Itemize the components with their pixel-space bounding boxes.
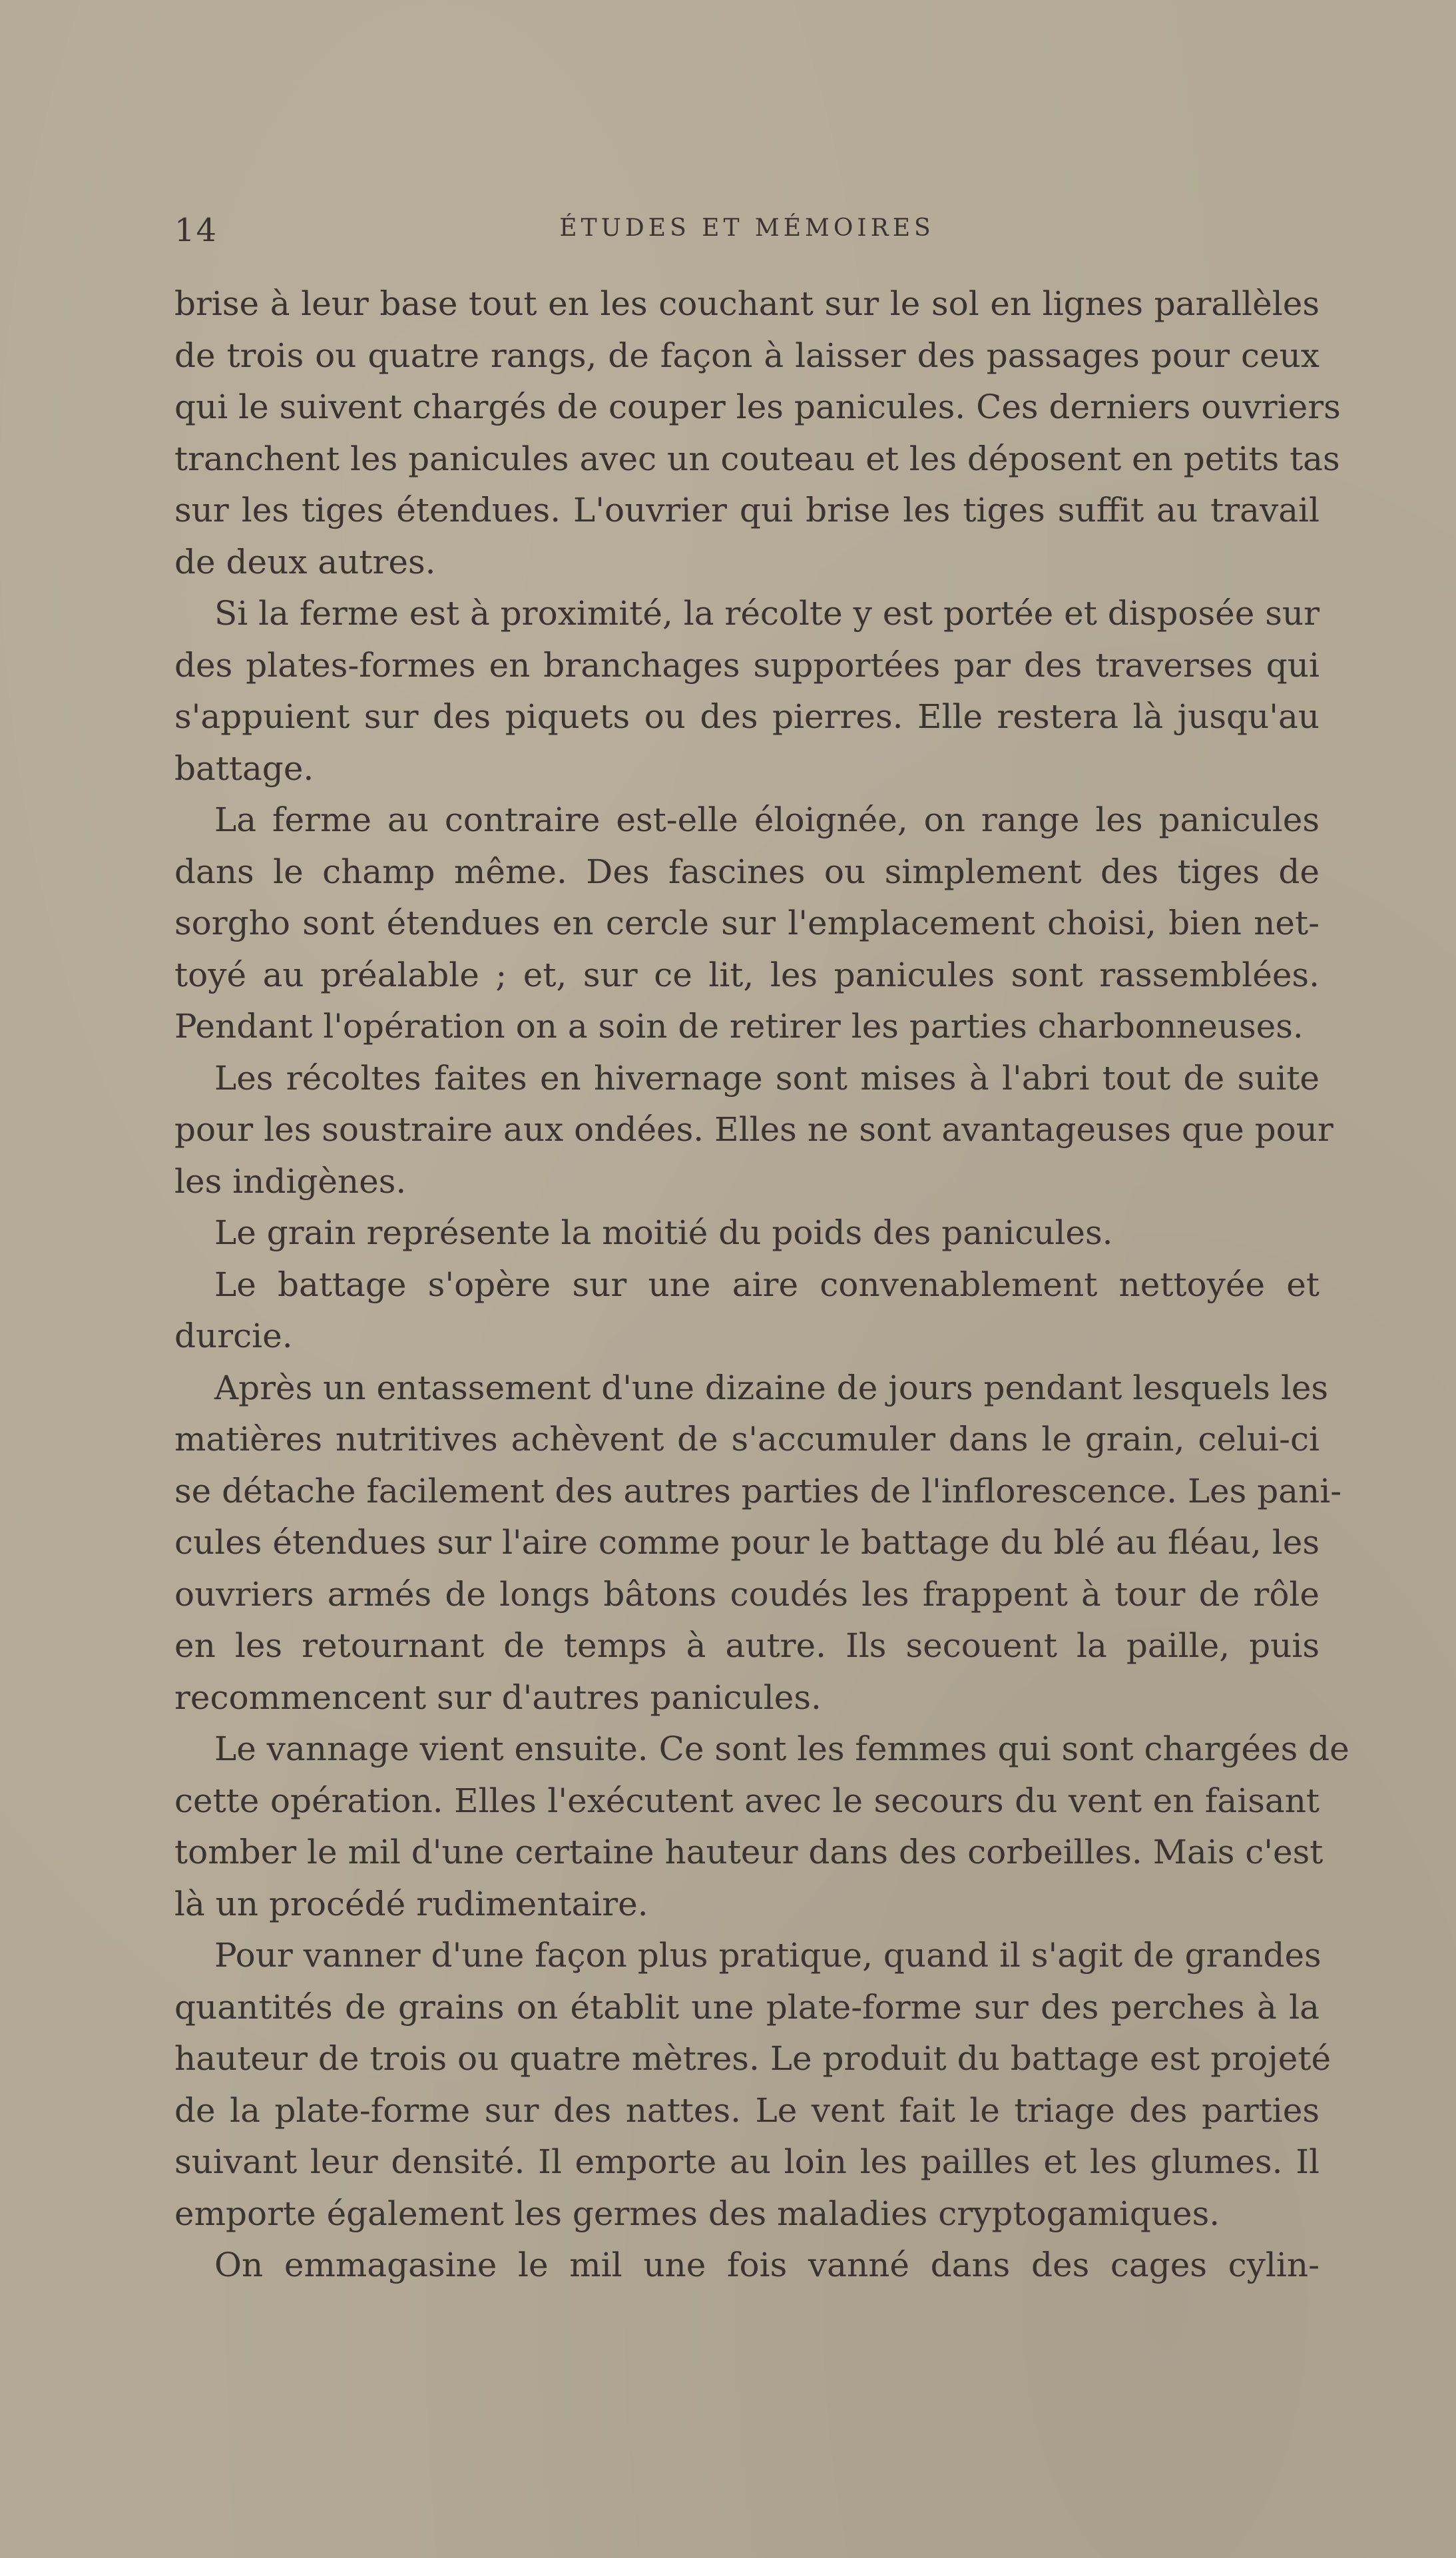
text-line: Après un entassement d'une dizaine de jours pendant lesquels les	[214, 1368, 1329, 1407]
paragraph	[174, 588, 1320, 795]
text-line: tomber le mil d'une certaine hauteur dans des corbeilles. Mais c'est	[174, 1833, 1324, 1871]
text-line: les indigènes.	[174, 1161, 407, 1201]
paragraph	[174, 1724, 1349, 1930]
text-line: Si la ferme est à proximité, la récolte y est portée et disposée sur	[214, 594, 1320, 633]
text-line: recommencent sur d'autres panicules.	[174, 1678, 822, 1717]
text-line: tranchent les panicules avec un couteau et les déposent en petits tas	[174, 439, 1340, 478]
text-line: de deux autres.	[174, 542, 436, 581]
text-line: cules étendues sur l'aire comme pour le battage du blé au fléau, les	[174, 1523, 1320, 1562]
text-line: pour les soustraire aux ondées. Elles ne sont avantageuses que pour	[174, 1110, 1334, 1149]
text-line: suivant leur densité. Il emporte au loin les pailles et les glumes. Il	[174, 2142, 1320, 2181]
text-line: toyé au préalable ; et, sur ce lit, les panicules sont rassemblées.	[174, 955, 1320, 994]
text-line: cette opération. Elles l'exécutent avec le secours du vent en faisant	[174, 1781, 1320, 1820]
page-number: 14	[174, 212, 218, 249]
paragraph	[174, 2240, 1320, 2292]
text-line: brise à leur base tout en les couchant sur le sol en lignes parallèles	[174, 284, 1320, 323]
paragraph	[174, 1053, 1334, 1208]
text-line: des plates-formes en branchages supportées par des traverses qui	[174, 645, 1320, 685]
text-line: Le vannage vient ensuite. Ce sont les femmes qui sont chargées de	[214, 1730, 1349, 1768]
text-line: La ferme au contraire est-elle éloignée, on range les panicules	[214, 800, 1320, 839]
text-line: Le battage s'opère sur une aire convenablement nettoyée et	[214, 1265, 1320, 1304]
text-line: sur les tiges étendues. L'ouvrier qui brise les tiges suffit au travail	[174, 491, 1320, 529]
text-line: de la plate-forme sur des nattes. Le vent fait le triage des parties	[174, 2090, 1320, 2130]
text-line: en les retournant de temps à autre. Ils secouent la paille, puis	[174, 1626, 1320, 1665]
body-text	[174, 278, 1349, 2292]
text-line: dans le champ même. Des fascines ou simplement des tiges de	[174, 852, 1320, 891]
paragraph	[174, 1259, 1320, 1363]
text-line: ouvriers armés de longs bâtons coudés les frappent à tour de rôle	[174, 1574, 1320, 1614]
text-line: de trois ou quatre rangs, de façon à laisser des passages pour ceux	[174, 336, 1320, 375]
text-line: qui le suivent chargés de couper les panicules. Ces derniers ouvriers	[174, 388, 1341, 426]
paragraph	[174, 1207, 1320, 1259]
text-line: Pendant l'opération on a soin de retirer les parties charbonneuses.	[174, 1007, 1304, 1046]
text-line: Le grain représente la moitié du poids des panicules.	[214, 1213, 1113, 1252]
paragraph	[174, 1363, 1342, 1724]
text-line: quantités de grains on établit une plate-forme sur des perches à la	[174, 1987, 1320, 2027]
paragraph	[174, 278, 1341, 588]
text-line: durcie.	[174, 1317, 293, 1355]
text-line: se détache facilement des autres parties de l'inflorescence. Les pani-	[174, 1471, 1342, 1510]
text-line: sorgho sont étendues en cercle sur l'emplacement choisi, bien net-	[174, 904, 1320, 942]
text-line: matières nutritives achèvent de s'accumuler dans le grain, celui-ci	[174, 1420, 1320, 1458]
text-line: battage.	[174, 749, 314, 788]
page-header	[174, 200, 1320, 253]
paragraph	[174, 1930, 1332, 2240]
running-head: ÉTUDES ET MÉMOIRES	[559, 214, 935, 242]
text-line: Pour vanner d'une façon plus pratique, quand il s'agit de grandes	[214, 1936, 1322, 1975]
text-line: s'appuient sur des piquets ou des pierres. Elle restera là jusqu'au	[174, 697, 1320, 736]
text-line: Les récoltes faites en hivernage sont mises à l'abri tout de suite	[214, 1058, 1320, 1098]
text-line: hauteur de trois ou quatre mètres. Le produit du battage est projeté	[174, 2039, 1332, 2078]
text-line: On emmagasine le mil une fois vanné dans des cages cylin-	[214, 2246, 1320, 2284]
text-line: emporte également les germes des maladies cryptogamiques.	[174, 2194, 1220, 2233]
text-line: là un procédé rudimentaire.	[174, 1884, 648, 1923]
paragraph	[174, 795, 1320, 1053]
